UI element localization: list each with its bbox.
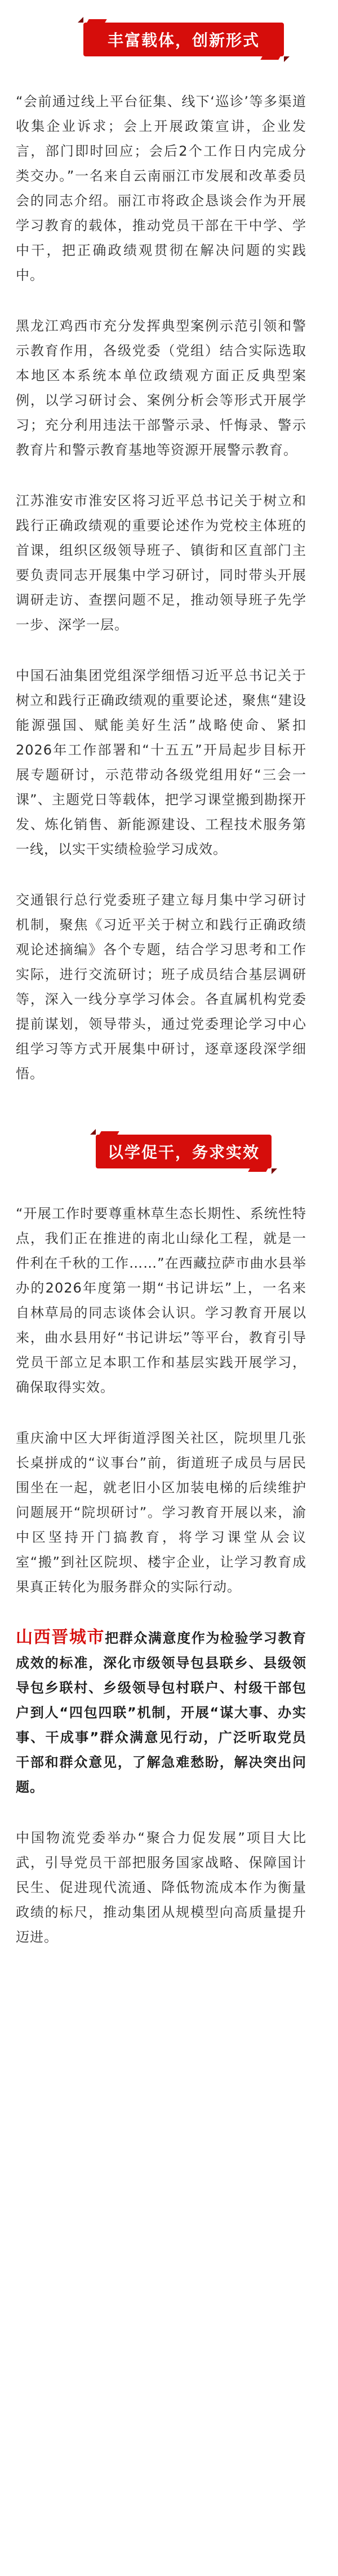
- section-header-2: [16, 1112, 306, 1180]
- banner-fold-decoration: [90, 1129, 96, 1135]
- banner-accent-decoration: [87, 19, 106, 23]
- section-banner: [96, 1135, 272, 1168]
- highlighted-place-name: 山西晋城市: [16, 1627, 105, 1647]
- article-paragraph: “会前通过线上平台征集、线下‘巡诊’等多渠道收集企业诉求；会上开展政策宣讲，企业发言，部门即时回应；会后2个工作日内完成分类交办。”一名来自云南丽江市发展和改革委员会的同志介绍。丽江市将政企恳谈会作为开展学习教育的载体，推动党员干部在干中学、学中干，把正确政绩观贯彻在解决问题的实践中。: [16, 94, 306, 283]
- article-paragraph: 重庆渝中区大坪街道浮图关社区，院坝里几张长桌拼成的“议事台”前，街道班子成员与居民围坐在一起，就老旧小区加装电梯的后续维护问题展开“院坝研讨”。学习教育开展以来，渝中区坚持开门搞教育，将学习课堂从会议室“搬”到社区院坝、楼宇企业，让学习教育成果真正转化为服务群众的实际行动。: [16, 1430, 306, 1595]
- article-paragraph: 中国石油集团党组深学细悟习近平总书记关于树立和践行正确政绩观的重要论述，聚焦“建设能源强国、赋能美好生活”战略使命、紧扣2026年工作部署和“十五五”开局起步目标开展专题研讨，示范带动各级党组用好“三会一课”、主题党日等载体，把学习课堂搬到勘探开发、炼化销售、新能源建设、工程技术服务第一线，以实干实绩检验学习成效。: [16, 668, 306, 857]
- section-banner: [83, 23, 284, 56]
- section-title: 丰富载体，创新形式: [107, 31, 260, 50]
- article-paragraph: 交通银行总行党委班子建立每月集中学习研讨机制，聚焦《习近平关于树立和践行正确政绩观论述摘编》各个专题，结合学习思考和工作实际，进行交流研讨；班子成员结合基层调研等，深入一线分享学习体会。各直属机构党委提前谋划，领导带头，通过党委理论学习中心组学习等方式开展集中研讨，逐章逐段深学细悟。: [16, 892, 306, 1082]
- banner-accent-decoration: [99, 1131, 119, 1135]
- article-paragraph: 中国物流党委举办“聚合力促发展”项目大比武，引导党员干部把服务国家战略、保障国计民生、促进现代流通、降低物流成本作为衡量政绩的标尺，推动集团从规模型向高质量提升迈进。: [16, 1830, 306, 1945]
- bold-paragraph-text: 把群众满意度作为检验学习教育成效的标准，深化市级领导包县联乡、县级领导包乡联村、乡级领导包村联户、村级干部包户到人“四包四联”机制，开展“谋大事、办实事、干成事”群众满意见行动，广泛听取党员干部和群众意见，了解急难愁盼，解决突出问题。: [16, 1630, 307, 1795]
- banner-accent-decoration: [260, 56, 280, 60]
- banner-fold-decoration: [284, 56, 290, 62]
- article-paragraph: 黑龙江鸡西市充分发挥典型案例示范引领和警示教育作用，各级党委（党组）结合实际选取本地区本系统本单位政绩观方面正反典型案例，以学习研讨会、案例分析会等形式开展学习；充分利用违法干部警示录、忏悔录、警示教育片和警示教育基地等资源开展警示教育。: [16, 318, 306, 458]
- article-paragraph: 江苏淮安市淮安区将习近平总书记关于树立和践行正确政绩观的重要论述作为党校主体班的首课，组织区级领导班子、镇街和区直部门主要负责同志开展集中学习研讨，同时带头开展调研走访、查摆问题不足，推动领导班子先学一步、深学一层。: [16, 493, 306, 633]
- banner-fold-decoration: [78, 17, 83, 23]
- article-paragraph: “开展工作时要尊重林草生态长期性、系统性特点，我们正在推进的南北山绿化工程，就是一件利在千秋的工作……”在西藏拉萨市曲水县举办的2026年度第一期“书记讲坛”上，一名来自林草局的同志谈体会认识。学习教育开展以来，曲水县用好“书记讲坛”等平台，教育引导党员干部立足本职工作和基层实践开展学习，确保取得实效。: [16, 1206, 306, 1395]
- article-paragraph-highlighted: [16, 1625, 306, 1799]
- banner-accent-decoration: [248, 1168, 268, 1172]
- banner-fold-decoration: [272, 1168, 277, 1174]
- section-header-1: [16, 0, 306, 68]
- section-title: 以学促干，务求实效: [107, 1143, 260, 1162]
